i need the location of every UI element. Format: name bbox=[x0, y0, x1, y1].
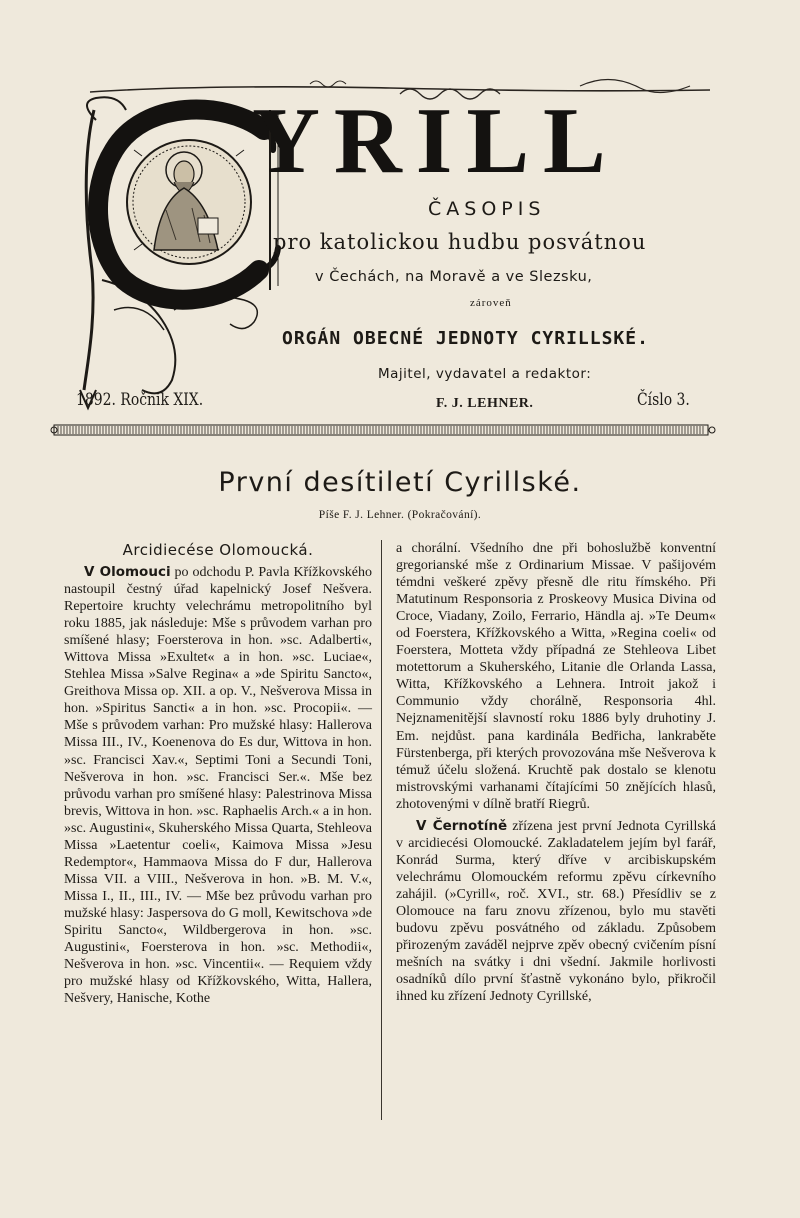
masthead-subtitle: pro katolickou hudbu posvátnou bbox=[273, 230, 647, 254]
left-paragraph bbox=[64, 564, 372, 1007]
article-title: První desítiletí Cyrillské. bbox=[218, 467, 582, 498]
left-paragraph-text: po odchodu P. Pavla Křížkovského nastoupil čestný úřad kapelnický Josef Nešvera. Repertoire kruchty velechrámu metropolitního byl roku 1885, jak následuje: Mše s průvodem varhan pro smíšené hlasy; Foersterova in hon. »sc. Adalberti«, Wittova Missa »Exultet« a in hon. »sc. Luciae«, Stehlea Missa »Salve Regina« a »de Spiritu Sancto«, Greithova Missa op. XII. a op. V., Nešverova Missa in hon. »Spiritus Sancti« a in hon. »sc. Procopii«. — Mše s průvodem varhan: Pro mužské hlasy: Hallerova Missa III., IV., Koenenova do Es dur, Wittova in hon. »sc. Francisci Xav.«, Septimi Toni a Secundi Toni, Nešverova in hon. »sc. Francisci Ser.«. Mše bez průvodu varhan pro smíšené hlasy: Palestrinova Missa brevis, Wittova in hon. »sc. Raphaelis Arch.« a in hon. »sc. Augustini«, Skuherského Missa Quarta, Stehleova Missa »Laetentur coeli«, Kaimova Missa »Jesu Redemptor«, Hammaova Missa do F dur, Hallerova Missa VII. a VIII., Nešverova in hon. »B. M. V.«, Missa I., II., III., IV. — Mše bez průvodu varhan pro mužské hlasy: Jaspersova do G moll, Kewitschova »de Spiritu Sancto«, Wildbergerova in hon. »sc. Augustini«, Foersterova in hon. »sc. Methodii«, Nešverova in hon. »sc. Vincentii«. — Requiem vždy pro mužské hlasy od Křížkovského, Witta, Hallera, Nešvery, Hanische, Kothe bbox=[64, 565, 372, 1007]
column-divider bbox=[381, 540, 382, 1120]
section-heading: Arcidiecése Olomoucká. bbox=[122, 541, 314, 559]
masthead-organ: ORGÁN OBECNÉ JEDNOTY CYRILLSKÉ. bbox=[282, 328, 649, 349]
masthead-zaroven: zároveň bbox=[470, 297, 512, 309]
year-volume: 1892. Ročník XIX. bbox=[76, 390, 204, 410]
masthead bbox=[60, 72, 720, 432]
right-column bbox=[396, 540, 716, 1005]
left-lead-place: V Olomouci bbox=[84, 564, 171, 580]
right-paragraph-1: a chorální. Všedního dne při bohoslužbě konventní gregorianské mše z Ordinarium Missae. V pašijovém témdni veškeré zpěvy přesně dle ritu římského. Při Matutinum Responsoria z Proskeovy Musica Divina od Croce, Viadany, Zoilo, Ferrario, Händla aj. »Te Deum« od Foerstera, Křížkovského a Witta, »Regina coeli« od Foerstera, Motteta vždy případná ze Stehleova Libet motettorum a Skuherského, Litanie dle Orlanda Lassa, Witta, Křížkovského a Lehnera. Introit jakož i Communio vždy chorálně, Responsoria 4hl. Nejznamenitější slavností roku 1886 byly druhotiny J. Em. nejdůst. pana kardinála Bedřicha, lankraběte Fürstenberga, při kterých provozována mše Nešverova k témuž účelu složená. Kruchtě pak dostalo se klenotu mistrovskými varhanami čítajícími 50 znějících hlasů, zhotovenými v dílně bratří Riegrů. bbox=[396, 541, 716, 812]
right-lead-place: V Černotíně bbox=[416, 817, 508, 834]
masthead-casopis: ČASOPIS bbox=[428, 198, 546, 220]
editor-name: F. J. LEHNER. bbox=[436, 396, 534, 411]
left-column bbox=[64, 540, 372, 1007]
issue-number: Číslo 3. bbox=[637, 390, 690, 410]
right-paragraph-2 bbox=[396, 818, 716, 1006]
masthead-regions: v Čechách, na Moravě a ve Slezsku, bbox=[315, 269, 593, 285]
masthead-majitel: Majitel, vydavatel a redaktor: bbox=[378, 366, 592, 382]
decorative-rule-icon bbox=[50, 423, 718, 437]
right-paragraph-2-text: zřízena jest první Jednota Cyrillská v arcidiecési Olomoucké. Zakladatelem jejím byl farář, Konrád Surma, který dříve v arcibiskupském velechrámu Olomouckém reformu zpěvu církevního zahájil. (»Cyrill«, roč. XVI., str. 68.) Přesídliv se z Olomouce na faru znovu zřízenou, bylo mu stavěti budovu zpěvu posvátného od základu. Způsobem přirozeným zaváděl nejprve zpěv obecný cvičením písní mešních na svátky i dni všední. Jakmile horlivosti osadníků dílo první šťastně vykonáno bylo, přikročil ihned ku zřízení Jednoty Cyrillské, bbox=[396, 818, 716, 1005]
masthead-title: YRILL bbox=[252, 89, 620, 193]
article-byline: Píše F. J. Lehner. (Pokračování). bbox=[318, 509, 482, 521]
